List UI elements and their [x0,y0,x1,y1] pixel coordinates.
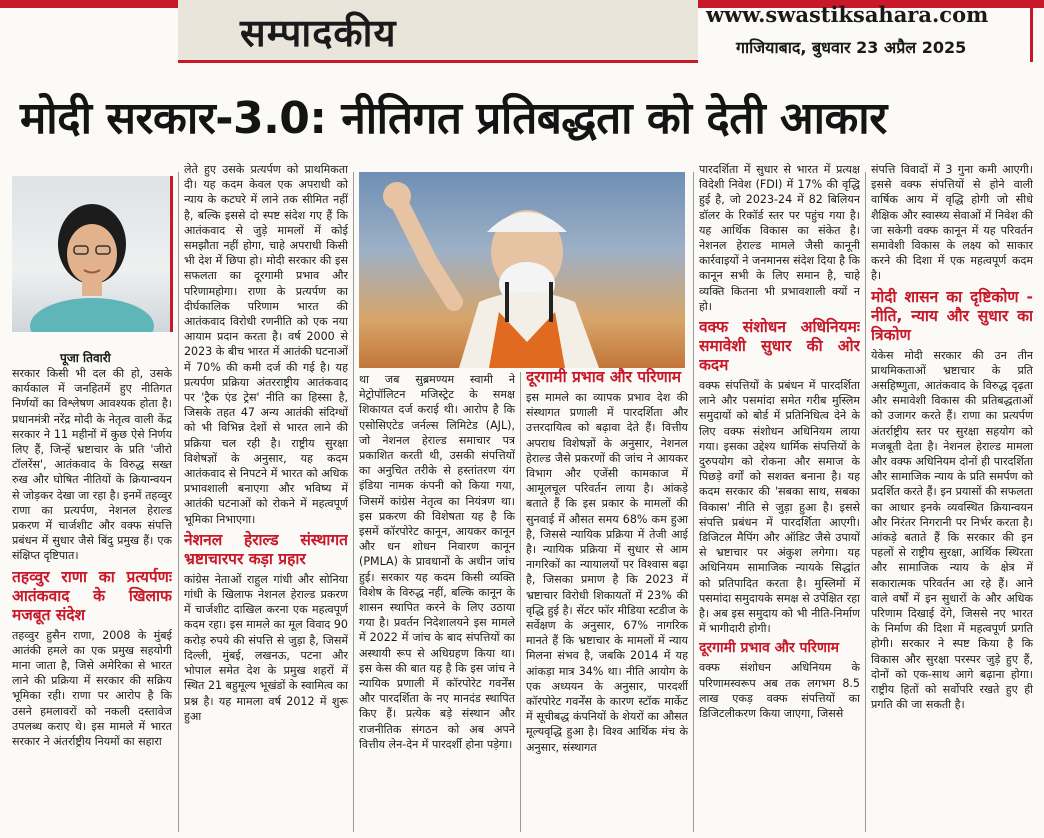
paragraph: था जब सुब्रमण्यम स्वामी ने मेट्रोपॉलिटन मजिस्ट्रेट के समक्ष शिकायत दर्ज कराई थी। आरोप है कि एसोसिएटेड जर्नल्स लिमिटेड (AJL), जो नेशनल हेराल्ड समाचार पत्र प्रकाशित करती थी, उसकी संपत्तियों का अनुचित तरीके से हस्तांतरण यंग इंडिया नामक कंपनी को किया गया, जिसमें कांग्रेस नेतृत्व का नियंत्रण था। इस प्रकरण की विशेषता यह है कि इसमें कॉरपोरेट कानून, आयकर कानून और धन शोधन निवारण कानून (PMLA) के प्रावधानों के अधीन जांच हुई। सरकार यह कदम किसी व्यक्ति विशेष के विरुद्ध नहीं, बल्कि कानून के शासन स्थापित करने के लिए उठाया गया है। प्रवर्तन निदेशालयने इस मामले में 2022 में जांच के बाद संपत्तियों का अस्थायी रूप से अधिग्रहण किया था। इस केस की बात यह है कि इस जांच ने न्यायिक प्रणाली में कॉरपोरेट गवर्नेंस और पारदर्शिता के नए मानदंड स्थापित किए हैं। प्रत्येक बड़े संस्थान और राजनीतिक संगठन को अब अपने वित्तीय लेन-देन में पारदर्शी होना पड़ेगा। [359,373,515,751]
paragraph: येकेस मोदी सरकार की उन तीन प्राथमिकताओं भ्रष्टाचार के प्रति असहिष्णुता, आतंकवाद के विरुद्ध दृढ़ता और समावेशी विकास की प्रतिबद्धताओं को उजागर करते हैं। राणा का प्रत्यर्पण अंतर्राष्ट्रीय स्तर पर सुरक्षा सहयोग को मजबूती देता है। नेशनल हेराल्ड मामला और वक्फ अधिनियम दोनों ही पारदर्शिता और सामाजिक न्याय के प्रति समर्पण को प्रदर्शित करते हैं। इन प्रयासों की सफलता का आधार इनके व्यवस्थित क्रियान्वयन और निरंतर निगरानी पर निर्भर करता है। आंकड़े बताते हैं कि सरकार की इन पहलों से राष्ट्रीय सुरक्षा, आर्थिक स्थिरता और सामाजिक न्याय के क्षेत्र में सकारात्मक परिवर्तन आ रहे हैं। आने वाले वर्षों में इन सुधारों के और अधिक परिणाम दिखाई देंगे, जिससे नए भारत के निर्माण की दिशा में महत्वपूर्ण प्रगति होगी। सरकार ने स्पष्ट किया है कि विकास और सुरक्षा परस्पर जुड़े हुए हैं, दोनों को एक-साथ आगे बढ़ाना होगा। राष्ट्रीय हितों को सर्वोपरि रखते हुए ही प्रगति की जा सकती है। [871,348,1033,712]
headline: मोदी सरकार-3.0: नीतिगत प्रतिबद्धता को देती आकार [20,93,887,144]
lead-photo [359,172,685,368]
column-1 [12,366,172,836]
column-5 [699,162,860,836]
column-divider [865,172,866,832]
column-6 [871,162,1033,836]
column-4 [526,368,688,836]
paragraph: वक्फ संपत्तियों के प्रबंधन में पारदर्शिता लाने और पसमांदा समेत गरीब मुस्लिम समुदायों को बोर्ड में प्रतिनिधित्व देने के लिए वक्फ संशोधन अधिनियम लाया गया। इसका उद्देश्य धार्मिक संपत्तियों के दुरुपयोग को रोकना और समाज के पिछड़े वर्गों को सशक्त बनाना है। यह कदम सरकार की 'सबका साथ, सबका विकास' नीति से जुड़ा हुआ है। इससे संपत्ति प्रबंधन में पारदर्शिता आएगी। डिजिटल मैपिंग और ऑडिट जैसे उपायों से भ्रष्टाचार पर अंकुश लगेगा। यह अधिनियम सामाजिक न्यायके सिद्धांत को प्रतिपादित करता है। मुस्लिमों में पसमांदा समुदायके समक्ष से उपेक्षित रहा है। अब इस समुदाय को भी नीति-निर्माण में भागीदारी होगी। [699,379,860,636]
column-divider [693,172,694,832]
subheading: तहव्वुर राणा का प्रत्यर्पणः आतंकवाद के खिलाफ मजबूत संदेश [12,567,172,624]
site-url[interactable]: www.swastiksahara.com [706,2,989,27]
column-3 [359,372,515,836]
column-divider [178,172,179,832]
paragraph: सरकार किसी भी दल की हो, उसके कार्यकाल में जनहितमें हुए नीतिगत निर्णयों का विश्लेषण आवश्यक होता है। प्रधानमंत्री नरेंद्र मोदी के नेतृत्व वाली केंद्र सरकार ने 11 महीनों में कुछ ऐसे निर्णय लिए हैं, जिन्हें भ्रष्टाचार के प्रति 'जीरो टॉलरेंस', आतंकवाद के विरुद्ध सख्त रुख और घोषित नीतियों के क्रियान्वयन से जोड़कर देखा जा रहा है। इनमें तहव्वुर राणा का प्रत्यर्पण, नेशनल हेराल्ड प्रकरण में चार्जशीट और वक्फ संपत्ति प्रबंधन में सुधार जैसे बिंदु प्रमुख हैं। एक संक्षिप्त दृष्टिपात। [12,367,172,563]
paragraph: संपत्ति विवादों में 3 गुना कमी आएगी। इससे वक्फ संपत्तियों से होने वाली वार्षिक आय में वृद्धि होगी जो सीधे शैक्षिक और स्वास्थ्य सेवाओं में निवेश की जा सकेगी वक्फ कानून में यह परिवर्तन समावेशी विकास के लक्ष्य को साकार करने की दिशा में एक महत्वपूर्ण कदम है। [871,163,1033,283]
paragraph: कांग्रेस नेताओं राहुल गांधी और सोनिया गांधी के खिलाफ नेशनल हेराल्ड प्रकरण में चार्जशीट दाखिल करना एक महत्वपूर्ण कदम रहा। इस मामले का मूल विवाद 90 करोड़ रुपये की संपत्ति से जुड़ा है, जिसमें दिल्ली, मुंबई, लखनऊ, पटना और भोपाल समेत देश के प्रमुख शहरों में स्थित 21 बहुमूल्य भूखंडों के स्वामित्व का प्रश्न है। यह मामला वर्ष 2012 में शुरू हुआ [184,572,348,723]
author-photo [12,176,173,332]
paragraph: तहव्वुर हुसैन राणा, 2008 के मुंबई आतंकी हमले का एक प्रमुख सहयोगी माना जाता है, जिसे अमेरिका से भारत लाने की प्रक्रिया में सरकार की सक्रिय भूमिका रही। राणा पर आरोप है कि उसने हमलावरों को नकली दस्तावेज उपलब्ध कराए थे। इस मामले में भारत सरकार ने अंतर्राष्ट्रीय नियमों का सहारा [12,628,172,749]
subheading: वक्फ संशोधन अधिनियमः समावेशी सुधार की ओर कदम [699,318,860,375]
subheading: दूरगामी प्रभाव और परिणाम [526,368,681,386]
paragraph: लेते हुए उसके प्रत्यर्पण को प्राथमिकता दी। यह कदम केवल एक अपराधी को न्याय के कटघरे में लाने तक सीमित नहीं है, बल्कि इससे दो स्पष्ट संदेश गए हैं कि आतंकवाद से जुड़े मामलों में कोई समझौता नहीं होगा, चाहे अपराधी किसी भी देश में छिपा हो। मोदी सरकार की इस सफलता का दूरगामी प्रभाव और परिणामहोगा। राणा के प्रत्यर्पण का दीर्घकालिक परिणाम भारत की आतंकवाद विरोधी रणनीति को एक नया आयाम प्रदान करता है। वर्ष 2000 से 2023 के बीच भारत में आतंकी घटनाओं में 70% की कमी दर्ज की गई है। यह प्रत्यर्पण प्रक्रिया अंतरराष्ट्रीय आतंकवाद पर 'ट्रैक एंड ट्रेस' नीति का हिस्सा है, जिसके तहत 47 अन्य आतंकी संदिग्धों को भी विभिन्न देशों से भारत लाने की प्रक्रिया चल रही है। राष्ट्रीय सुरक्षा विशेषज्ञों के अनुसार, यह कदम आतंकवाद से निपटने में भारत को अधिक प्रभावशाली बनाएगा और भविष्य में आतंकी घटनाओं को रोकने में महत्वपूर्ण भूमिका निभाएगा। [184,163,348,526]
column-divider [353,172,354,832]
section-title: सम्पादकीय [240,11,397,55]
column-2 [184,162,348,836]
author-name: पूजा तिवारी [60,351,111,365]
paragraph: पारदर्शिता में सुधार से भारत में प्रत्यक्ष विदेशी निवेश (FDI) में 17% की वृद्धि हुई है, जो 2023-24 में 82 बिलियन डॉलर के रिकॉर्ड स्तर पर पहुंच गया है। यह आर्थिक विकास का संकेत है। नेशनल हेराल्ड मामले जैसी कानूनी कार्रवाइयों ने जनमानस संदेश दिया है कि कानून सभी के लिए समान है, चाहे व्यक्ति कितना भी प्रभावशाली क्यों न हो। [699,163,860,313]
subheading: दूरगामी प्रभाव और परिणाम [699,640,839,657]
masthead-accent-line [1030,0,1033,62]
subheading: नेशनल हेराल्ड संस्थागत भ्रष्टाचारपर कड़ा प्रहार [184,530,348,568]
paragraph: वक्फ संशोधन अधिनियम के परिणामस्वरूप अब तक लगभग 8.5 लाख एकड़ वक्फ संपत्तियों का डिजिटलीकरण किया जाएगा, जिससे [699,661,860,721]
dateline: गाजियाबाद, बुधवार 23 अप्रैल 2025 [736,38,967,57]
paragraph: इस मामले का व्यापक प्रभाव देश की संस्थागत प्रणाली में पारदर्शिता और उत्तरदायित्व को बढ़ावा देते हैं। वित्तीय अपराध विशेषज्ञों के अनुसार, नेशनल हेराल्ड जैसे प्रकरणों की जांच ने आयकर विभाग और एजेंसी कामकाज में आमूलचूल परिवर्तन लाया है। आंकड़े बताते हैं कि इस प्रकार के मामलों की सुनवाई में औसत समय 68% कम हुआ है, जिससे न्यायिक प्रक्रिया में तेजी आई है। न्यायिक प्रक्रिया में सुधार से आम नागरिकों का न्यायालयों पर विश्वास बढ़ा है, जिसका प्रमाण है कि 2023 में भ्रष्टाचार विरोधी शिकायतों में 23% की वृद्धि हुई है। सेंटर फॉर मीडिया स्टडीज के सर्वेक्षण के अनुसार, 67% नागरिक मानते हैं कि भ्रष्टाचार के मामलों में न्याय मिलना संभव है, जबकि 2014 में यह आंकड़ा मात्र 34% था। नीति आयोग के एक अध्ययन के अनुसार, पारदर्शी कॉरपोरेट गवर्नेंस के कारण स्टॉक मार्केट में सूचीबद्ध कंपनियों के शेयरों का औसत मूल्यवृद्धि हुआ है। विश्व आर्थिक मंच के अनुसार, संस्थागत [526,391,688,754]
subheading: मोदी शासन का दृष्टिकोण - नीति, न्याय और सुधार का त्रिकोण [871,287,1033,344]
column-divider [520,372,521,832]
